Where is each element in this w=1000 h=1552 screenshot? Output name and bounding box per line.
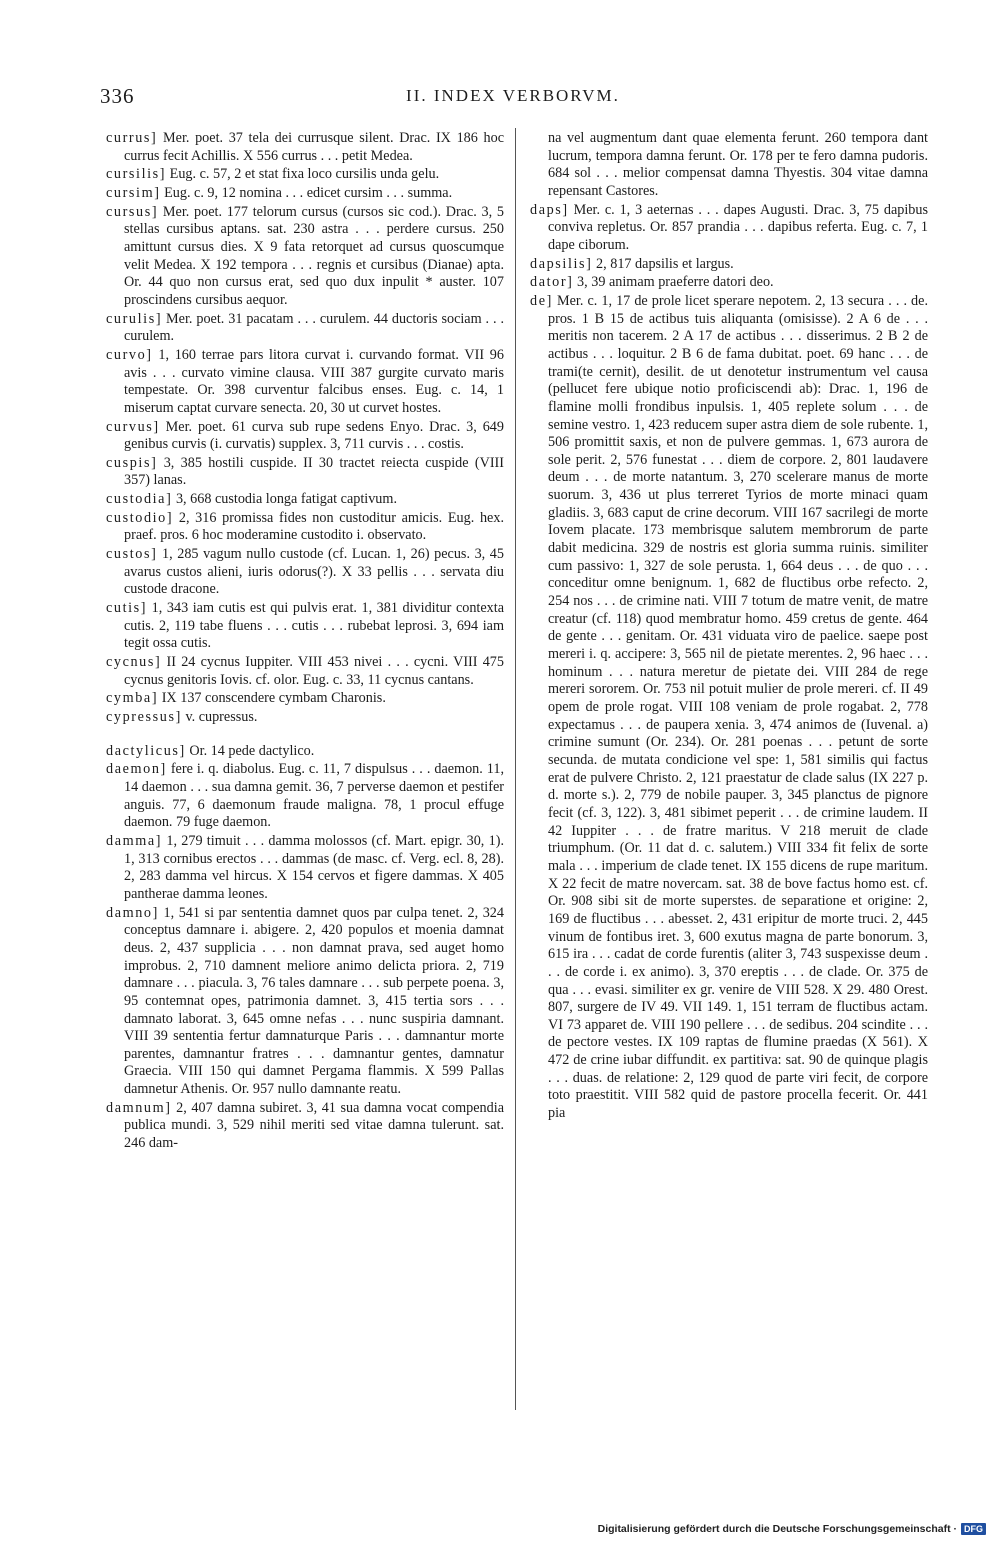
index-entry [106, 690, 504, 708]
index-entry [106, 491, 504, 509]
entry-lemma: daps] [530, 201, 569, 218]
entry-text: v. cupressus. [181, 709, 258, 725]
entry-text: Mer. poet. 31 pacatam . . . curulem. 44 ductoris sociam . . . curulem. [124, 310, 504, 345]
entry-text: II 24 cycnus Iuppiter. VIII 453 nivei . . . cycni. VIII 475 cycnus genitoris Iovis. cf. olor. Eug. c. 33, 11 cycnus cantans. [124, 654, 504, 688]
entry-lemma: damno] [106, 904, 159, 921]
entry-lemma: de] [530, 292, 553, 309]
entry-lemma: daemon] [106, 761, 167, 778]
entry-text: 3, 385 hostili cuspide. II 30 tractet reiecta cuspide (VIII 357) lanas. [124, 454, 504, 489]
entry-text: fere i. q. diabolus. Eug. c. 11, 7 dispulsus . . . daemon. 11, 14 daemon . . . sua damna gemit. 36, 7 perverse daemon et pestifer anguis. 77, 6 daemonum fraude maligna. 78, 1 procul effuge daemon. 79 fuge daemon. [124, 761, 504, 831]
entry-lemma: currus] [106, 130, 158, 146]
entry-text: 1, 343 iam cutis est qui pulvis erat. 1, 381 dividitur contexta cutis. 2, 119 tabe fluens . . . cutis . . . rubebat leprosi. 3, 694 iam tegit ossa cutis. [124, 600, 504, 652]
dfg-logo: DFG [961, 1523, 986, 1535]
entry-lemma: custodio] [106, 509, 174, 526]
entry-lemma: custos] [106, 546, 158, 563]
entry-lemma: cuspis] [106, 454, 158, 471]
index-entry [106, 419, 504, 454]
index-entry [106, 905, 504, 1099]
index-entry [106, 185, 504, 203]
entry-text: IX 137 conscendere cymbam Charonis. [158, 690, 386, 707]
index-entry [106, 600, 504, 653]
index-entry [530, 202, 928, 255]
index-entry [106, 546, 504, 599]
entry-text: na vel augmentum dant quae elementa ferunt. 260 tempora dant lucrum, tempora damna ferunt. Or. 178 per te fero damna pudoris. 684 sol . . . melior compensat damna Thyestis. 304 vitae damna repensant Castores. [548, 130, 928, 199]
entry-text: Eug. c. 57, 2 et stat fixa loco cursilis unda gelu. [166, 166, 440, 183]
entry-lemma: curvo] [106, 346, 153, 363]
column-divider [515, 128, 516, 1410]
entry-lemma: curvus] [106, 418, 160, 435]
index-entry [530, 256, 928, 274]
entry-text: Mer. poet. 61 curva sub rupe sedens Enyo. Drac. 3, 649 genibus curvis (i. curvatis) supplex. 3, 711 curvis . . . costis. [124, 418, 504, 453]
index-entry [106, 654, 504, 689]
page-number: 336 [100, 84, 135, 108]
entry-lemma: cursilis] [106, 166, 167, 183]
index-entry [106, 709, 504, 727]
entry-text: 1, 279 timuit . . . damma molossos (cf. Mart. epigr. 30, 1). 1, 313 cornibus erectos . . . dammas (de masc. cf. Verg. ecl. 8, 28). 2, 283 damma vel hircus. X 154 cervos et figere dammas. X 405 pantherae damma leones. [124, 832, 504, 902]
entry-text: 3, 39 animam praeferre datori deo. [573, 274, 774, 291]
entry-text: 1, 160 terrae pars litora curvat i. curvando format. VII 96 avis . . . curvato vimine clausa. VIII 387 gurgite curvato maris tempestate. Or. 398 curventur falcibus enses. Eug. c. 14, 1 miserum captat curvare senecta. 20, 30 ut curvet hostes. [124, 346, 504, 416]
entry-lemma: curulis] [106, 310, 163, 327]
entry-text: 2, 407 damna subiret. 3, 41 sua damna vocat compendia publica mundi. 3, 529 nihil meriti sed vitae damna tulerunt. sat. 246 dam- [124, 1099, 504, 1152]
page-header [100, 84, 926, 112]
index-entry [106, 761, 504, 832]
entry-lemma: cymba] [106, 690, 159, 707]
index-entry [106, 347, 504, 418]
entry-text: Mer. c. 1, 3 aeternas . . . dapes Augusti. Drac. 3, 75 dapibus conviva repletus. Or. 857 prandia . . . dapibus referta. Eug. c. 7, 1 dape ciborum. [548, 201, 928, 253]
index-entry [106, 204, 504, 310]
index-entry [106, 833, 504, 904]
entry-lemma: cypressus] [106, 709, 182, 725]
footer-credit [598, 1520, 986, 1538]
index-entry [106, 510, 504, 545]
entry-lemma: cycnus] [106, 654, 162, 671]
entry-text: 1, 285 vagum nullo custode (cf. Lucan. 1, 26) pecus. 3, 45 avarus custos alieni, iuris odorus(?). X 33 pellis . . . servata diu custode dracone. [124, 546, 504, 598]
entry-text: 1, 541 si par sententia damnet quos par culpa tenet. 2, 324 conceptus damnare i. abigere. 2, 420 populos et moenia damnat deus. 2, 437 supplicia . . . non damnat prava, sed auget homo improbus. 2, 710 damnent meliore animo delicta priora. 2, 719 damnare . . . piacula. 3, 76 tales damnare . . . sub perpete poena. 3, 95 contemnat opes, patrimonia damnet. 3, 415 tertia sors . . . damnato laborat. 3, 645 omne nefas . . . nunc suspiria damnant. VIII 39 sententia fertur damnaturque Paris . . . damnantur morte parentes, damnantur fratres . . . damnantur gentes, damnatur Graecia. VIII 150 qui damnet Pergama flammis. X 599 Pallas damnetur Athenis. Or. 957 nullo damnante reatu. [124, 904, 504, 1098]
running-title: II. INDEX VERBORVM. [406, 86, 620, 105]
entry-text: Or. 14 pede dactylico. [185, 742, 315, 759]
entry-lemma: cursus] [106, 203, 159, 220]
index-entry [106, 743, 504, 761]
index-entry [106, 166, 504, 184]
entry-lemma: dapsilis] [530, 255, 593, 272]
right-column [530, 130, 928, 1124]
entry-lemma: dactylicus] [106, 742, 186, 759]
footer-text: Digitalisierung gefördert durch die Deutsche Forschungsgemeinschaft · [597, 1523, 957, 1535]
entry-lemma: damnum] [106, 1099, 172, 1116]
left-column [106, 130, 504, 1154]
index-entry [106, 311, 504, 346]
entry-lemma: dator] [530, 274, 574, 291]
entry-text: Mer. poet. 177 telorum cursus (cursos sic cod.). Drac. 3, 5 stellas cursibus aptans. sat. 230 astra . . . perdere cursus. 250 amittunt cursus dies. X 9 fata retorquet ad cursus quoscumque velit Medea. X 192 tempora . . . regnis et cursibus (Dianae) apta. Or. 44 quo non cursus erat, sed quo dux inpulit * auster. 107 proscindens cursibus aequor. [124, 203, 504, 308]
index-entry [530, 274, 928, 292]
entry-text: Eug. c. 9, 12 nomina . . . edicet cursim . . . summa. [160, 184, 453, 201]
entry-lemma: cursim] [106, 184, 161, 201]
entry-text: 2, 817 dapsilis et largus. [592, 255, 734, 272]
entry-text: Mer. poet. 37 tela dei currusque silent. Drac. IX 186 hoc currus fecit Achillis. X 556 currus . . . petit Medea. [124, 130, 504, 164]
index-entry [106, 130, 504, 165]
entry-text: 2, 316 promissa fides non custoditur amicis. Eug. hex. praef. pros. 6 hoc moderamine custodito i. observato. [124, 509, 504, 544]
entry-lemma: custodia] [106, 491, 173, 508]
index-entry [530, 130, 928, 201]
entry-lemma: damma] [106, 832, 163, 849]
entry-lemma: cutis] [106, 600, 148, 617]
index-entry [530, 293, 928, 1123]
entry-text: Mer. c. 1, 17 de prole licet sperare nepotem. 2, 13 secura . . . de. pros. 1 B 15 de actibus tuis aliquanta (omisisse). 2 A 6 de . . . meritis non tacerem. 2 A 17 de actibus . . . disserimus. 2 B 2 de actibus . . . loquitur. 2 B 6 de fama dubitat. poet. 69 hanc . . . de trami(te cernit), desilit. de ut denotetur instrumentum vel causa (pellucet fere ubique notio proficiscendi ab): Drac. 1, 196 de flamine molli frondibus inpulsis. 1, 405 replete solum . . . de semine vestro. 1, 423 reducem super astra diem de sole rubente. 1, 506 promittit saxis, et non de pulvere gemmas. 1, 673 aurora de sole perit. 2, 576 funestat . . . diem de corpore. 2, 801 laudavere deum . . . de morte natantum. 3, 270 scelerare manus de morte suorum. 3, 436 ut plus terreret Tyrios de morte minaci quam gladiis. 3, 683 caput de crine decorum. VIII 167 sacrilegi de morte Iovem placate. 173 membrisque salutem membrorum de parte dabit medicina. 329 de nostris est gloria summa ruinis. similiter cum passivo: 1, 327 de sole perusta. 1, 664 deus . . . de quo . . . conceditur omne benignum. 1, 682 de fluctibus orbe refecto. 2, 254 nos . . . de crimine nati. VIII 7 totum de matre venit, de matre creatur (cf. 118) quod membratur homo. 459 cretus de gente. 464 de gente . . . genitam. Or. 431 viduata viro de paelice. saepe post mereri i. q. accipere: 3, 565 nil de pietate merentes. 2, 96 haec . . . hominum . . . natura meretur de pietate dei. VIII 284 de rege mereri sororem. Or. 753 nil potuit mulier de prole mereri. cf. II 49 opem de prole rogat. VIII 108 veniam de prole rogabat. 2, 778 expectamus . . . de paupera xenia. 3, 474 animos de (Iuvenal. a) crimine sumunt (Or. 234). Or. 281 poenas . . . petunt de sorte secunda. de mutata condicione vel spe: 1, 581 similis qui factus erat de pulvere Christo. 2, 121 praestatur de clade salus (IX 227 p. d. morte s.). 2, 779 de nobile pauper. 3, 345 planctus de pignore fecit (cf. 3, 122). 3, 481 sibimet peperit . . . de crimine laudem. II 42 Iuppiter . . . de fratre maritus. V 218 meruit de clade triumphum. (Or. 11 dat d. c. salutem.) VIII 334 fit felix de sorte mala . . . imperium de clade tenet. IX 155 dicens de rupe maritum. X 22 fecit de matre novercam. sat. 38 de bove factus homo est. cf. Or. 908 sibi sit de morte superstes. de separatione et origine: 2, 169 de fluctibus . . . abesset. 2, 431 eripitur de morte truci. 2, 445 vinum de fontibus iret. 3, 600 exutus magna de parte bonorum. 3, 615 ira . . . cadat de corde furentis (aliter 3, 743 suspexisse deum . . . de corde i. ex animo). 3, 370 ereptis . . . de clade. Or. 375 de qua . . . evasi. similiter ex gr. venire de VIII 528. X 29. 480 Orest. 807, surgere de IV 49. VII 149. 1, 151 terram de fluctibus actam. VI 73 apparet de. VIII 190 pellere . . . de sedibus. 204 scindite . . . de pectore vestes. IX 109 raptas de flumine praedas (X 561). X 472 de crine iubar diffundit. ex partitiva: sat. 90 de quinque plagis . . . duas. de relatione: 2, 129 quod de parte viri fecit, de corpore toto praestitit. VIII 582 quid de pastore procella fecerit. Or. 441 pia [548, 292, 928, 1122]
index-entry [106, 1100, 504, 1153]
index-entry [106, 455, 504, 490]
entry-text: 3, 668 custodia longa fatigat captivum. [172, 491, 397, 508]
